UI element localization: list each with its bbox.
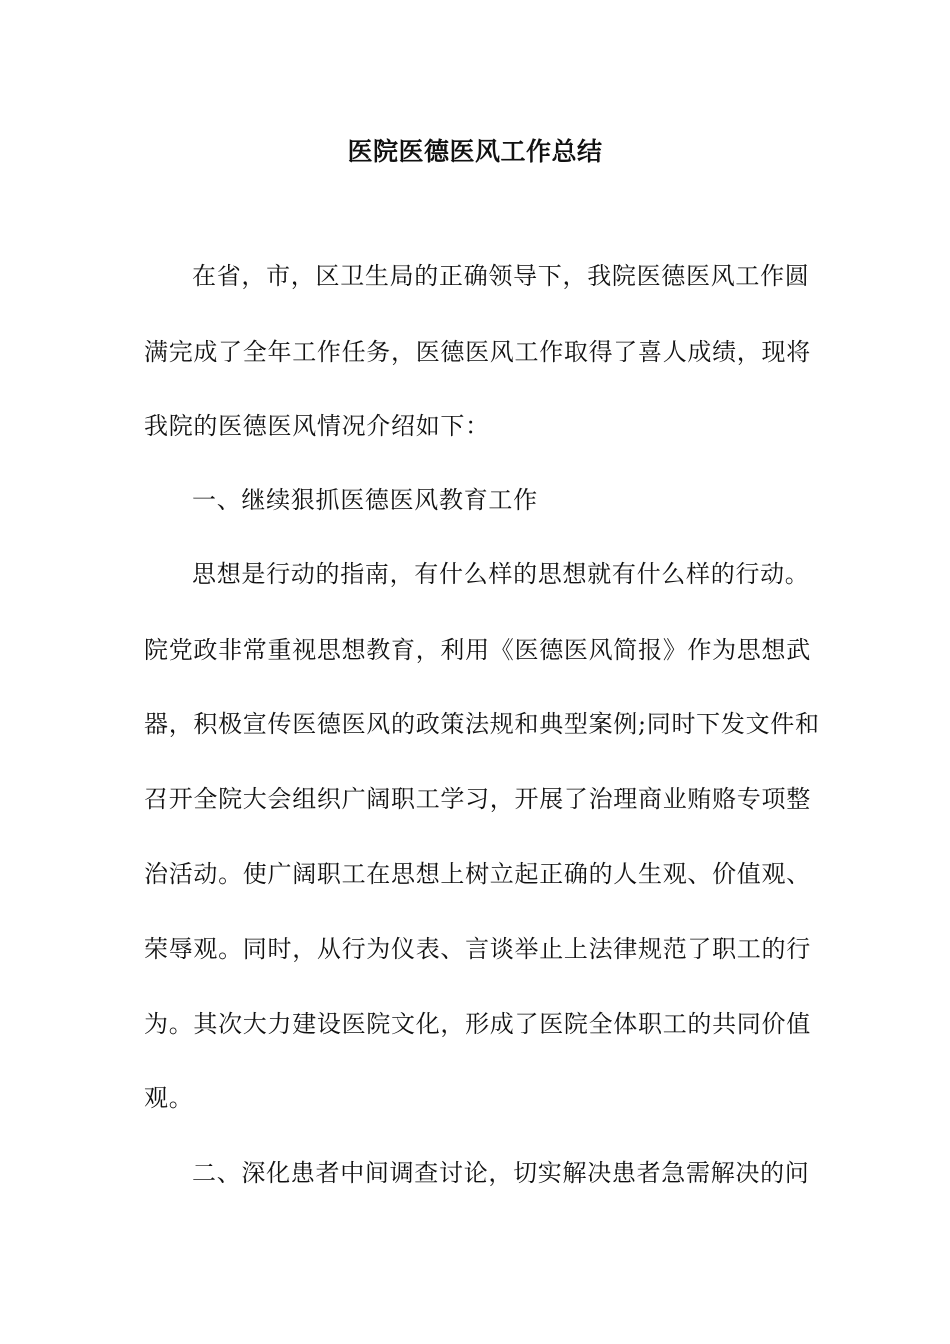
paragraph-line: 我院的医德医风情况介绍如下：: [144, 412, 490, 440]
paragraph-line: 召开全院大会组织广阔职工学习，开展了治理商业贿赂专项整: [144, 785, 811, 813]
section-heading: 二、深化患者中间调查讨论，切实解决患者急需解决的问: [192, 1159, 810, 1187]
paragraph-line: 思想是行动的指南，有什么样的思想就有什么样的行动。: [192, 560, 810, 588]
paragraph-line: 满完成了全年工作任务，医德医风工作取得了喜人成绩，现将: [144, 338, 811, 366]
paragraph-line: 观。: [144, 1084, 194, 1112]
paragraph-line: 在省，市，区卫生局的正确领导下，我院医德医风工作圆: [192, 262, 810, 290]
paragraph-line: 荣辱观。同时，从行为仪表、言谈举止上法律规范了职工的行: [144, 935, 811, 963]
section-heading: 一、继续狠抓医德医风教育工作: [192, 486, 538, 514]
paragraph-line: 为。其次大力建设医院文化，形成了医院全体职工的共同价值: [144, 1010, 811, 1038]
document-title: 医院医德医风工作总结: [347, 137, 603, 166]
paragraph-line: 院党政非常重视思想教育，利用《医德医风简报》作为思想武: [144, 636, 811, 664]
paragraph-line: 治活动。使广阔职工在思想上树立起正确的人生观、价值观、: [144, 860, 811, 888]
paragraph-line: 器，积极宣传医德医风的政策法规和典型案例;同时下发文件和: [144, 710, 820, 738]
